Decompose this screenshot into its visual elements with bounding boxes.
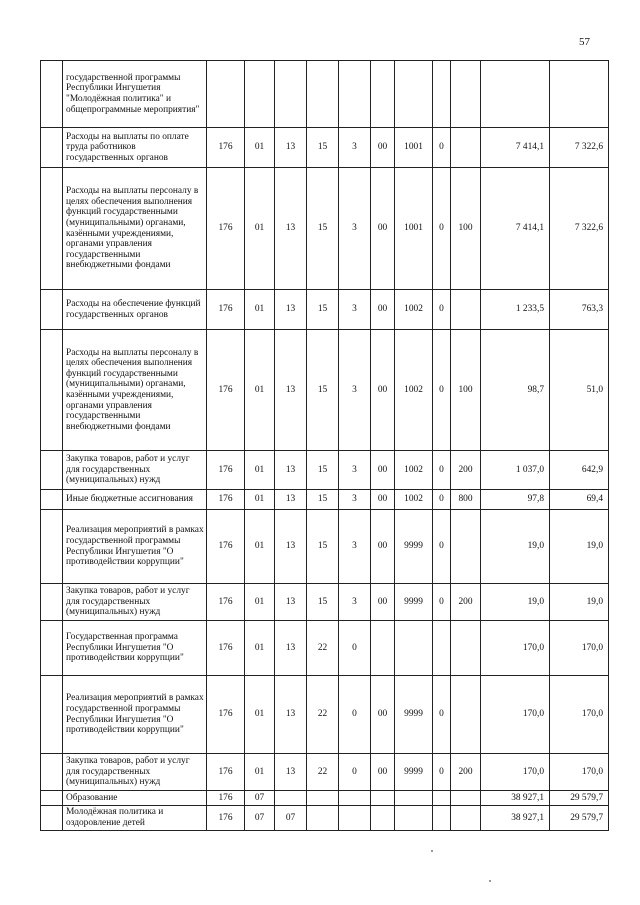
cell-amount-2: 7 322,6 bbox=[550, 168, 609, 290]
cell-name: Закупка товаров, работ и услуг для государственных (муниципальных) нужд bbox=[63, 584, 207, 621]
cell-expense-type: 200 bbox=[451, 754, 481, 791]
cell-name: государственной программы Республики Ингушетия "Молодёжная политика" и общепрограммные мероприятия" bbox=[63, 61, 207, 128]
cell-program: 22 bbox=[307, 754, 339, 791]
cell-amount-2: 7 322,6 bbox=[550, 128, 609, 168]
cell-code bbox=[433, 791, 451, 806]
cell-expense-type bbox=[451, 806, 481, 831]
cell-event: 00 bbox=[371, 754, 395, 791]
cell-subsection: 13 bbox=[275, 510, 307, 584]
cell-index bbox=[41, 451, 63, 490]
cell-name: Образование bbox=[63, 791, 207, 806]
cell-name: Закупка товаров, работ и услуг для государственных (муниципальных) нужд bbox=[63, 754, 207, 791]
cell-program: 22 bbox=[307, 621, 339, 676]
cell-section: 01 bbox=[245, 754, 275, 791]
cell-amount-1: 7 414,1 bbox=[481, 168, 550, 290]
cell-event: 00 bbox=[371, 128, 395, 168]
cell-event: 00 bbox=[371, 676, 395, 754]
cell-amount-1: 170,0 bbox=[481, 621, 550, 676]
cell-direction: 1001 bbox=[395, 168, 433, 290]
cell-amount-1: 7 414,1 bbox=[481, 128, 550, 168]
cell-code: 0 bbox=[433, 676, 451, 754]
cell-amount-2: 69,4 bbox=[550, 490, 609, 510]
cell-section: 01 bbox=[245, 676, 275, 754]
cell-direction: 1002 bbox=[395, 451, 433, 490]
cell-event: 00 bbox=[371, 330, 395, 451]
cell-program: 15 bbox=[307, 128, 339, 168]
cell-subsection: 13 bbox=[275, 451, 307, 490]
cell-grbs bbox=[207, 61, 245, 128]
cell-index bbox=[41, 676, 63, 754]
cell-program: 15 bbox=[307, 330, 339, 451]
cell-amount-2: 170,0 bbox=[550, 754, 609, 791]
cell-name: Расходы на обеспечение функций государственных органов bbox=[63, 290, 207, 330]
cell-subsection: 13 bbox=[275, 168, 307, 290]
cell-index bbox=[41, 168, 63, 290]
cell-grbs: 176 bbox=[207, 128, 245, 168]
cell-subprogram: 3 bbox=[339, 584, 371, 621]
table-row bbox=[41, 791, 609, 806]
cell-subprogram: 3 bbox=[339, 128, 371, 168]
cell-index bbox=[41, 128, 63, 168]
cell-amount-1: 38 927,1 bbox=[481, 806, 550, 831]
cell-expense-type bbox=[451, 510, 481, 584]
cell-subprogram: 3 bbox=[339, 490, 371, 510]
cell-index bbox=[41, 806, 63, 831]
cell-direction: 9999 bbox=[395, 754, 433, 791]
cell-code: 0 bbox=[433, 584, 451, 621]
cell-subsection: 07 bbox=[275, 806, 307, 831]
cell-code: 0 bbox=[433, 128, 451, 168]
cell-name: Государственная программа Республики Ингушетия "О противодействии коррупции" bbox=[63, 621, 207, 676]
cell-subprogram: 3 bbox=[339, 290, 371, 330]
cell-subsection: 13 bbox=[275, 330, 307, 451]
cell-grbs: 176 bbox=[207, 621, 245, 676]
cell-index bbox=[41, 510, 63, 584]
table-row bbox=[41, 330, 609, 451]
cell-amount-1: 1 233,5 bbox=[481, 290, 550, 330]
table-row bbox=[41, 621, 609, 676]
cell-program bbox=[307, 806, 339, 831]
table-row bbox=[41, 806, 609, 831]
cell-event bbox=[371, 61, 395, 128]
cell-program: 15 bbox=[307, 510, 339, 584]
cell-amount-2: 19,0 bbox=[550, 584, 609, 621]
cell-direction: 1002 bbox=[395, 290, 433, 330]
cell-amount-1: 170,0 bbox=[481, 754, 550, 791]
cell-direction: 1002 bbox=[395, 330, 433, 451]
cell-amount-1: 38 927,1 bbox=[481, 791, 550, 806]
cell-index bbox=[41, 754, 63, 791]
cell-program: 15 bbox=[307, 584, 339, 621]
cell-section: 07 bbox=[245, 806, 275, 831]
cell-event: 00 bbox=[371, 584, 395, 621]
cell-expense-type bbox=[451, 791, 481, 806]
cell-amount-2: 170,0 bbox=[550, 676, 609, 754]
cell-subprogram bbox=[339, 806, 371, 831]
cell-code: 0 bbox=[433, 754, 451, 791]
cell-amount-1: 98,7 bbox=[481, 330, 550, 451]
cell-section: 01 bbox=[245, 290, 275, 330]
cell-index bbox=[41, 791, 63, 806]
table-row bbox=[41, 290, 609, 330]
cell-event bbox=[371, 806, 395, 831]
cell-subprogram: 3 bbox=[339, 330, 371, 451]
cell-code bbox=[433, 621, 451, 676]
cell-amount-2: 170,0 bbox=[550, 621, 609, 676]
cell-expense-type bbox=[451, 621, 481, 676]
cell-expense-type bbox=[451, 676, 481, 754]
cell-amount-2: 642,9 bbox=[550, 451, 609, 490]
cell-amount-2: 19,0 bbox=[550, 510, 609, 584]
cell-amount-1: 170,0 bbox=[481, 676, 550, 754]
cell-code: 0 bbox=[433, 490, 451, 510]
cell-subsection: 13 bbox=[275, 754, 307, 791]
cell-name: Закупка товаров, работ и услуг для государственных (муниципальных) нужд bbox=[63, 451, 207, 490]
cell-name: Расходы на выплаты персоналу в целях обеспечения выполнения функций государственными (муниципальными) органами, казёнными учреждениями, органами управления государственными внебюджетными фондами bbox=[63, 330, 207, 451]
cell-amount-2: 763,3 bbox=[550, 290, 609, 330]
cell-section bbox=[245, 61, 275, 128]
cell-index bbox=[41, 490, 63, 510]
cell-amount-1: 19,0 bbox=[481, 584, 550, 621]
cell-section: 01 bbox=[245, 510, 275, 584]
cell-index bbox=[41, 290, 63, 330]
cell-grbs: 176 bbox=[207, 510, 245, 584]
cell-direction bbox=[395, 806, 433, 831]
cell-program: 15 bbox=[307, 490, 339, 510]
cell-direction: 1001 bbox=[395, 128, 433, 168]
table-row bbox=[41, 584, 609, 621]
cell-index bbox=[41, 584, 63, 621]
cell-program: 15 bbox=[307, 290, 339, 330]
cell-section: 01 bbox=[245, 168, 275, 290]
cell-program: 15 bbox=[307, 451, 339, 490]
cell-subsection: 13 bbox=[275, 290, 307, 330]
cell-code: 0 bbox=[433, 168, 451, 290]
cell-direction: 9999 bbox=[395, 676, 433, 754]
cell-direction: 1002 bbox=[395, 490, 433, 510]
cell-subsection: 13 bbox=[275, 584, 307, 621]
cell-program: 22 bbox=[307, 676, 339, 754]
cell-grbs: 176 bbox=[207, 806, 245, 831]
cell-amount-2: 29 579,7 bbox=[550, 806, 609, 831]
scan-speck bbox=[431, 850, 433, 852]
cell-event: 00 bbox=[371, 290, 395, 330]
cell-program: 15 bbox=[307, 168, 339, 290]
cell-amount-1 bbox=[481, 61, 550, 128]
page-number: 57 bbox=[579, 36, 590, 48]
budget-table bbox=[40, 60, 609, 831]
cell-code bbox=[433, 61, 451, 128]
cell-section: 01 bbox=[245, 490, 275, 510]
cell-subsection: 13 bbox=[275, 490, 307, 510]
cell-subprogram: 0 bbox=[339, 621, 371, 676]
cell-subsection bbox=[275, 791, 307, 806]
cell-subsection: 13 bbox=[275, 128, 307, 168]
cell-program bbox=[307, 791, 339, 806]
cell-name: Реализация мероприятий в рамках государственной программы Республики Ингушетия "О противодействии коррупции" bbox=[63, 676, 207, 754]
cell-subprogram bbox=[339, 61, 371, 128]
cell-amount-1: 1 037,0 bbox=[481, 451, 550, 490]
cell-grbs: 176 bbox=[207, 584, 245, 621]
cell-section: 01 bbox=[245, 584, 275, 621]
cell-expense-type bbox=[451, 61, 481, 128]
cell-grbs: 176 bbox=[207, 451, 245, 490]
cell-expense-type bbox=[451, 290, 481, 330]
cell-amount-1: 19,0 bbox=[481, 510, 550, 584]
cell-section: 01 bbox=[245, 330, 275, 451]
cell-code: 0 bbox=[433, 330, 451, 451]
cell-expense-type: 200 bbox=[451, 584, 481, 621]
cell-expense-type bbox=[451, 128, 481, 168]
cell-grbs: 176 bbox=[207, 754, 245, 791]
table-row bbox=[41, 61, 609, 128]
cell-name: Реализация мероприятий в рамках государственной программы Республики Ингушетия "О противодействии коррупции" bbox=[63, 510, 207, 584]
cell-code bbox=[433, 806, 451, 831]
cell-direction: 9999 bbox=[395, 584, 433, 621]
cell-index bbox=[41, 330, 63, 451]
cell-event: 00 bbox=[371, 490, 395, 510]
scan-speck bbox=[489, 880, 491, 882]
cell-event bbox=[371, 791, 395, 806]
cell-subsection: 13 bbox=[275, 621, 307, 676]
cell-expense-type: 100 bbox=[451, 330, 481, 451]
cell-event: 00 bbox=[371, 168, 395, 290]
cell-name: Расходы на выплаты по оплате труда работников государственных органов bbox=[63, 128, 207, 168]
cell-direction bbox=[395, 791, 433, 806]
cell-code: 0 bbox=[433, 290, 451, 330]
cell-subprogram: 0 bbox=[339, 754, 371, 791]
cell-section: 01 bbox=[245, 128, 275, 168]
cell-code: 0 bbox=[433, 510, 451, 584]
cell-expense-type: 800 bbox=[451, 490, 481, 510]
cell-name: Иные бюджетные ассигнования bbox=[63, 490, 207, 510]
cell-amount-1: 97,8 bbox=[481, 490, 550, 510]
cell-direction: 9999 bbox=[395, 510, 433, 584]
table-row bbox=[41, 451, 609, 490]
cell-amount-2: 29 579,7 bbox=[550, 791, 609, 806]
table-row bbox=[41, 510, 609, 584]
cell-grbs: 176 bbox=[207, 168, 245, 290]
cell-expense-type: 100 bbox=[451, 168, 481, 290]
table-row bbox=[41, 168, 609, 290]
cell-section: 01 bbox=[245, 621, 275, 676]
cell-grbs: 176 bbox=[207, 676, 245, 754]
cell-grbs: 176 bbox=[207, 490, 245, 510]
cell-name: Расходы на выплаты персоналу в целях обеспечения выполнения функций государственными (муниципальными) органами, казёнными учреждениями, органами управления государственными внебюджетными фондами bbox=[63, 168, 207, 290]
table-row bbox=[41, 490, 609, 510]
table-row bbox=[41, 128, 609, 168]
cell-subsection bbox=[275, 61, 307, 128]
cell-index bbox=[41, 61, 63, 128]
cell-name: Молодёжная политика и оздоровление детей bbox=[63, 806, 207, 831]
table-row bbox=[41, 754, 609, 791]
cell-grbs: 176 bbox=[207, 791, 245, 806]
cell-event: 00 bbox=[371, 451, 395, 490]
cell-subprogram: 3 bbox=[339, 510, 371, 584]
cell-section: 01 bbox=[245, 451, 275, 490]
cell-event: 00 bbox=[371, 510, 395, 584]
cell-subprogram: 3 bbox=[339, 168, 371, 290]
cell-grbs: 176 bbox=[207, 290, 245, 330]
table-body bbox=[41, 61, 609, 831]
cell-section: 07 bbox=[245, 791, 275, 806]
cell-index bbox=[41, 621, 63, 676]
cell-expense-type: 200 bbox=[451, 451, 481, 490]
cell-amount-2: 51,0 bbox=[550, 330, 609, 451]
cell-amount-2 bbox=[550, 61, 609, 128]
cell-subprogram: 0 bbox=[339, 676, 371, 754]
cell-grbs: 176 bbox=[207, 330, 245, 451]
cell-subsection: 13 bbox=[275, 676, 307, 754]
table-row bbox=[41, 676, 609, 754]
cell-direction bbox=[395, 61, 433, 128]
cell-direction bbox=[395, 621, 433, 676]
cell-event bbox=[371, 621, 395, 676]
cell-program bbox=[307, 61, 339, 128]
cell-subprogram bbox=[339, 791, 371, 806]
cell-code: 0 bbox=[433, 451, 451, 490]
cell-subprogram: 3 bbox=[339, 451, 371, 490]
